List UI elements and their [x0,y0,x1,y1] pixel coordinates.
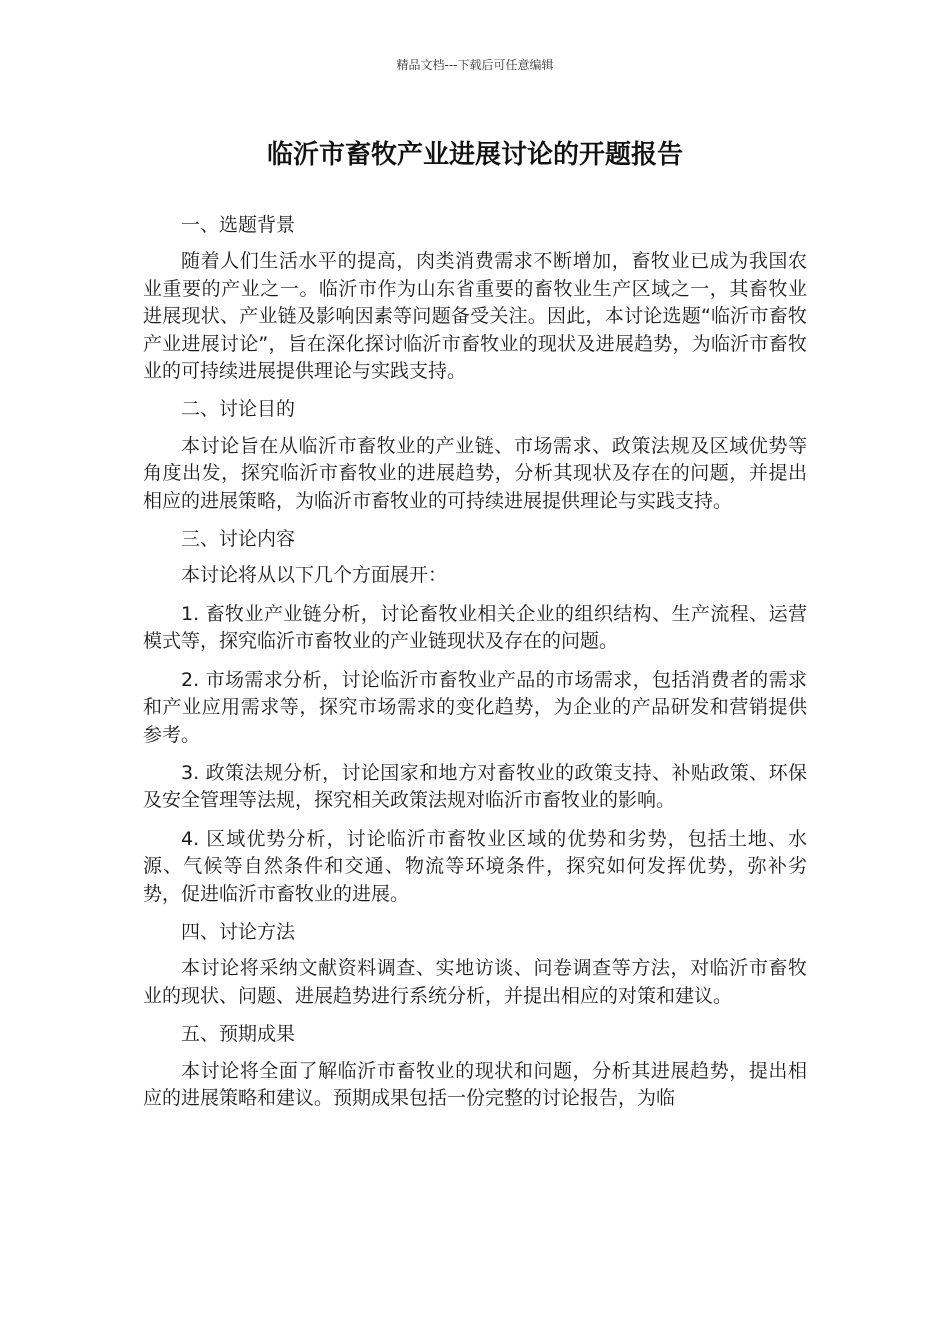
paragraph-outcomes: 本讨论将全面了解临沂市畜牧业的现状和问题，分析其进展趋势，提出相应的进展策略和建议。预期成果包括一份完整的讨论报告，为临 [143,1059,807,1109]
paragraph-purpose: 本讨论旨在从临沂市畜牧业的产业链、市场需求、政策法规及区域优势等角度出发，探究临沂市畜牧业的进展趋势，分析其现状及存在的问题，并提出相应的进展策略，为临沂市畜牧业的可持续进展提供理论与实践支持。 [143,434,807,512]
section-heading-background: 一、选题背景 [181,214,296,236]
paragraph-method: 本讨论将采纳文献资料调查、实地访谈、问卷调查等方法，对临沂市畜牧业的现状、问题、进展趋势进行系统分析，并提出相应的对策和建议。 [143,957,807,1007]
section-heading-content: 三、讨论内容 [181,528,296,551]
header-note: 精品文档---下载后可任意编辑 [396,58,554,72]
document-title: 临沂市畜牧产业进展讨论的开题报告 [266,140,683,170]
list-item-policy: 3. 政策法规分析，讨论国家和地方对畜牧业的政策支持、补贴政策、环保及安全管理等法规，探究相关政策法规对临沂市畜牧业的影响。 [143,761,807,812]
section-heading-method: 四、讨论方法 [181,920,296,943]
list-item-regional-advantage: 4. 区域优势分析，讨论临沂市畜牧业区域的优势和劣势，包括土地、水源、气候等自然条件和交通、物流等环境条件，探究如何发挥优势，弥补劣势，促进临沂市畜牧业的进展。 [143,827,807,905]
section-heading-purpose: 二、讨论目的 [181,398,296,421]
paragraph-background: 随着人们生活水平的提高，肉类消费需求不断增加，畜牧业已成为我国农业重要的产业之一。临沂市作为山东省重要的畜牧业生产区域之一，其畜牧业进展现状、产业链及影响因素等问题备受关注。因此，本讨论选题“临沂市畜牧产业进展讨论”，旨在深化探讨临沂市畜牧业的现状及进展趋势，为临沂市畜牧业的可持续进展提供理论与实践支持。 [143,250,807,383]
list-item-industry-chain: 1. 畜牧业产业链分析，讨论畜牧业相关企业的组织结构、生产流程、运营模式等，探究临沂市畜牧业的产业链现状及存在的问题。 [143,602,807,653]
document-body [143,212,807,1123]
list-item-market-demand: 2. 市场需求分析，讨论临沂市畜牧业产品的市场需求，包括消费者的需求和产业应用需求等，探究市场需求的变化趋势，为企业的产品研发和营销提供参考。 [143,668,807,746]
paragraph-content-intro: 本讨论将从以下几个方面展开： [181,564,448,587]
section-heading-outcomes: 五、预期成果 [181,1023,296,1046]
